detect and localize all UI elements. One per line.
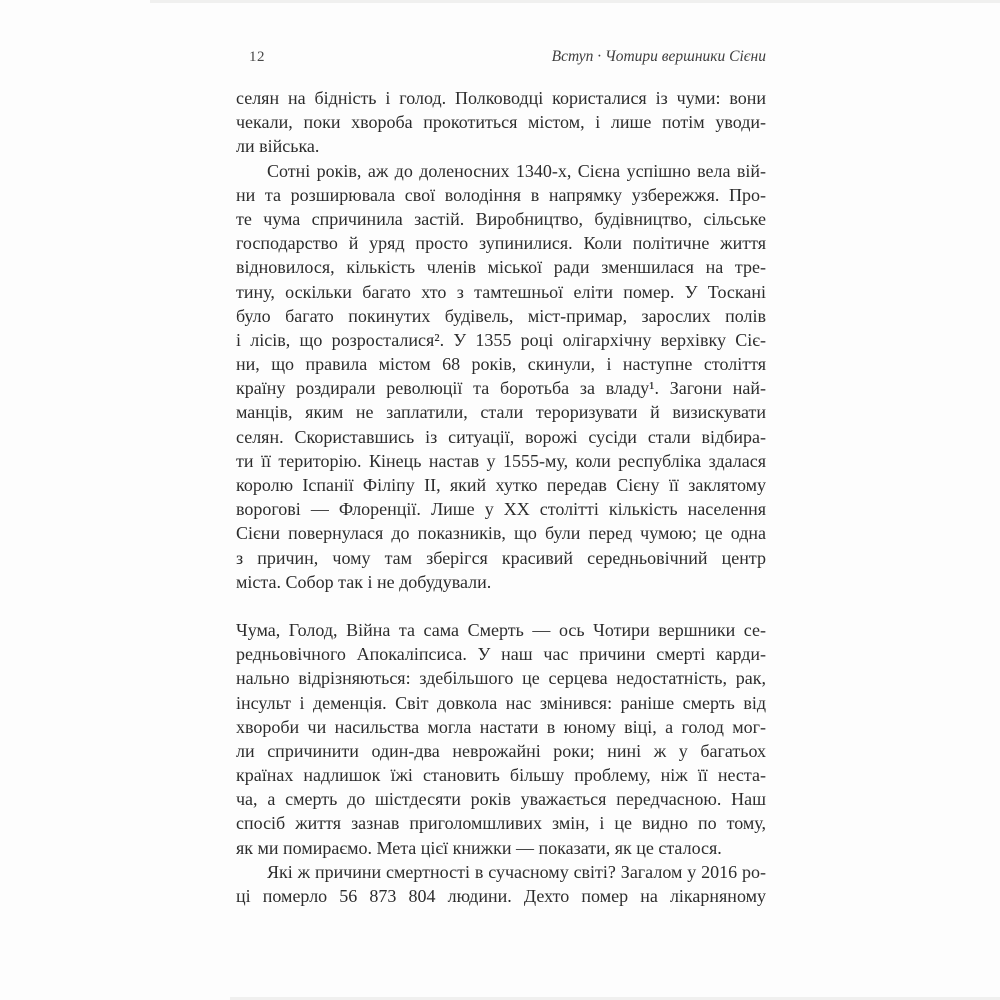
text-line: країнах надлишок їжі становить більшу проблему, ніж її неста- — [236, 765, 766, 786]
text-line: ни, що правила містом 68 років, скинули, і наступне століття — [236, 354, 766, 375]
text-line: ворогові — Флоренції. Лише у XX столітті кількість населення — [236, 499, 766, 520]
text-line: селян на бідність і голод. Полководці користалися із чуми: вони — [236, 88, 766, 108]
text-line: як ми помираємо. Мета цієї книжки — показати, як це сталося. — [236, 837, 722, 858]
text-line: Які ж причини смертності в сучасному світі? Загалом у 2016 ро- — [267, 861, 766, 882]
text-line: інсульт і деменція. Світ довкола нас змінився: раніше смерть від — [236, 692, 766, 713]
text-line: селян. Скориставшись із ситуації, ворожі сусіди стали відбира- — [236, 426, 766, 447]
text-line: ти її територію. Кінець настав у 1555-му, коли республіка здалася — [236, 450, 766, 471]
text-line: те чума спричинила застій. Виробництво, будівництво, сільське — [236, 208, 766, 229]
text-line: ли війська. — [236, 136, 320, 157]
text-line: ці померло 56 873 804 людини. Дехто помер на лікарняному — [236, 886, 766, 906]
text-line: ни та розширювала свої володіння в напрямку узбережжя. Про- — [236, 184, 766, 205]
text-line: королю Іспанії Філіпу II, який хутко передав Сієну її заклятому — [236, 475, 766, 495]
scan-edge-top — [150, 0, 1000, 3]
text-line: манців, яким не заплатили, стали тероризувати й визискувати — [236, 402, 766, 423]
paragraph — [236, 159, 766, 594]
text-line: спосіб життя зазнав приголомшливих змін, і це видно по тому, — [236, 813, 766, 834]
text-line: міста. Собор так і не добудували. — [236, 571, 492, 592]
text-line: редньовічного Апокаліпсиса. У наш час причини смерті карди- — [236, 644, 766, 665]
text-line: Сотні років, аж до доленосних 1340-х, Сієна успішно вела вій- — [267, 160, 766, 181]
text-line: ли спричинити один-два неврожайні роки; нині ж у багатьох — [236, 740, 766, 761]
text-line: нально відрізняються: здебільшого це серцева недостатність, рак, — [236, 668, 766, 689]
text-line: ча, а смерть до шістдесяти років уважається передчасною. Наш — [236, 789, 766, 810]
text-line: відновилося, кількість членів міської ради зменшилася на тре- — [236, 257, 766, 278]
text-line: з причин, чому там зберігся красивий середньовічний центр — [236, 547, 766, 568]
text-line: хвороби чи насильства могла настати в юному віці, а голод мог- — [236, 716, 766, 737]
paragraph — [236, 618, 766, 860]
paragraph — [236, 860, 766, 908]
text-line: господарство й уряд просто зупинилися. Коли політичне життя — [236, 233, 766, 254]
body-text — [236, 86, 766, 908]
text-line: Сієни повернулася до показників, що були перед чумою; це одна — [236, 523, 766, 544]
text-line: було багато покинутих будівель, міст-примар, зарослих полів — [236, 305, 766, 326]
text-line: чекали, поки хвороба прокотиться містом, і лише потім уводи- — [236, 112, 766, 133]
text-line: країну роздирали революції та боротьба за владу¹. Загони най- — [236, 378, 766, 399]
text-line: тину, оскільки багато хто з тамтешньої еліти помер. У Тоскані — [236, 281, 766, 302]
paragraph — [236, 86, 766, 159]
text-line: Чума, Голод, Війна та сама Смерть — ось Чотири вершники се- — [236, 619, 766, 640]
chapter-running-title: Вступ · Чотири вершники Сієни — [551, 48, 766, 65]
running-header — [236, 48, 766, 66]
text-line: і лісів, що розросталися². У 1355 році олігархічну верхівку Сіє- — [236, 329, 766, 350]
page-number: 12 — [249, 49, 265, 65]
